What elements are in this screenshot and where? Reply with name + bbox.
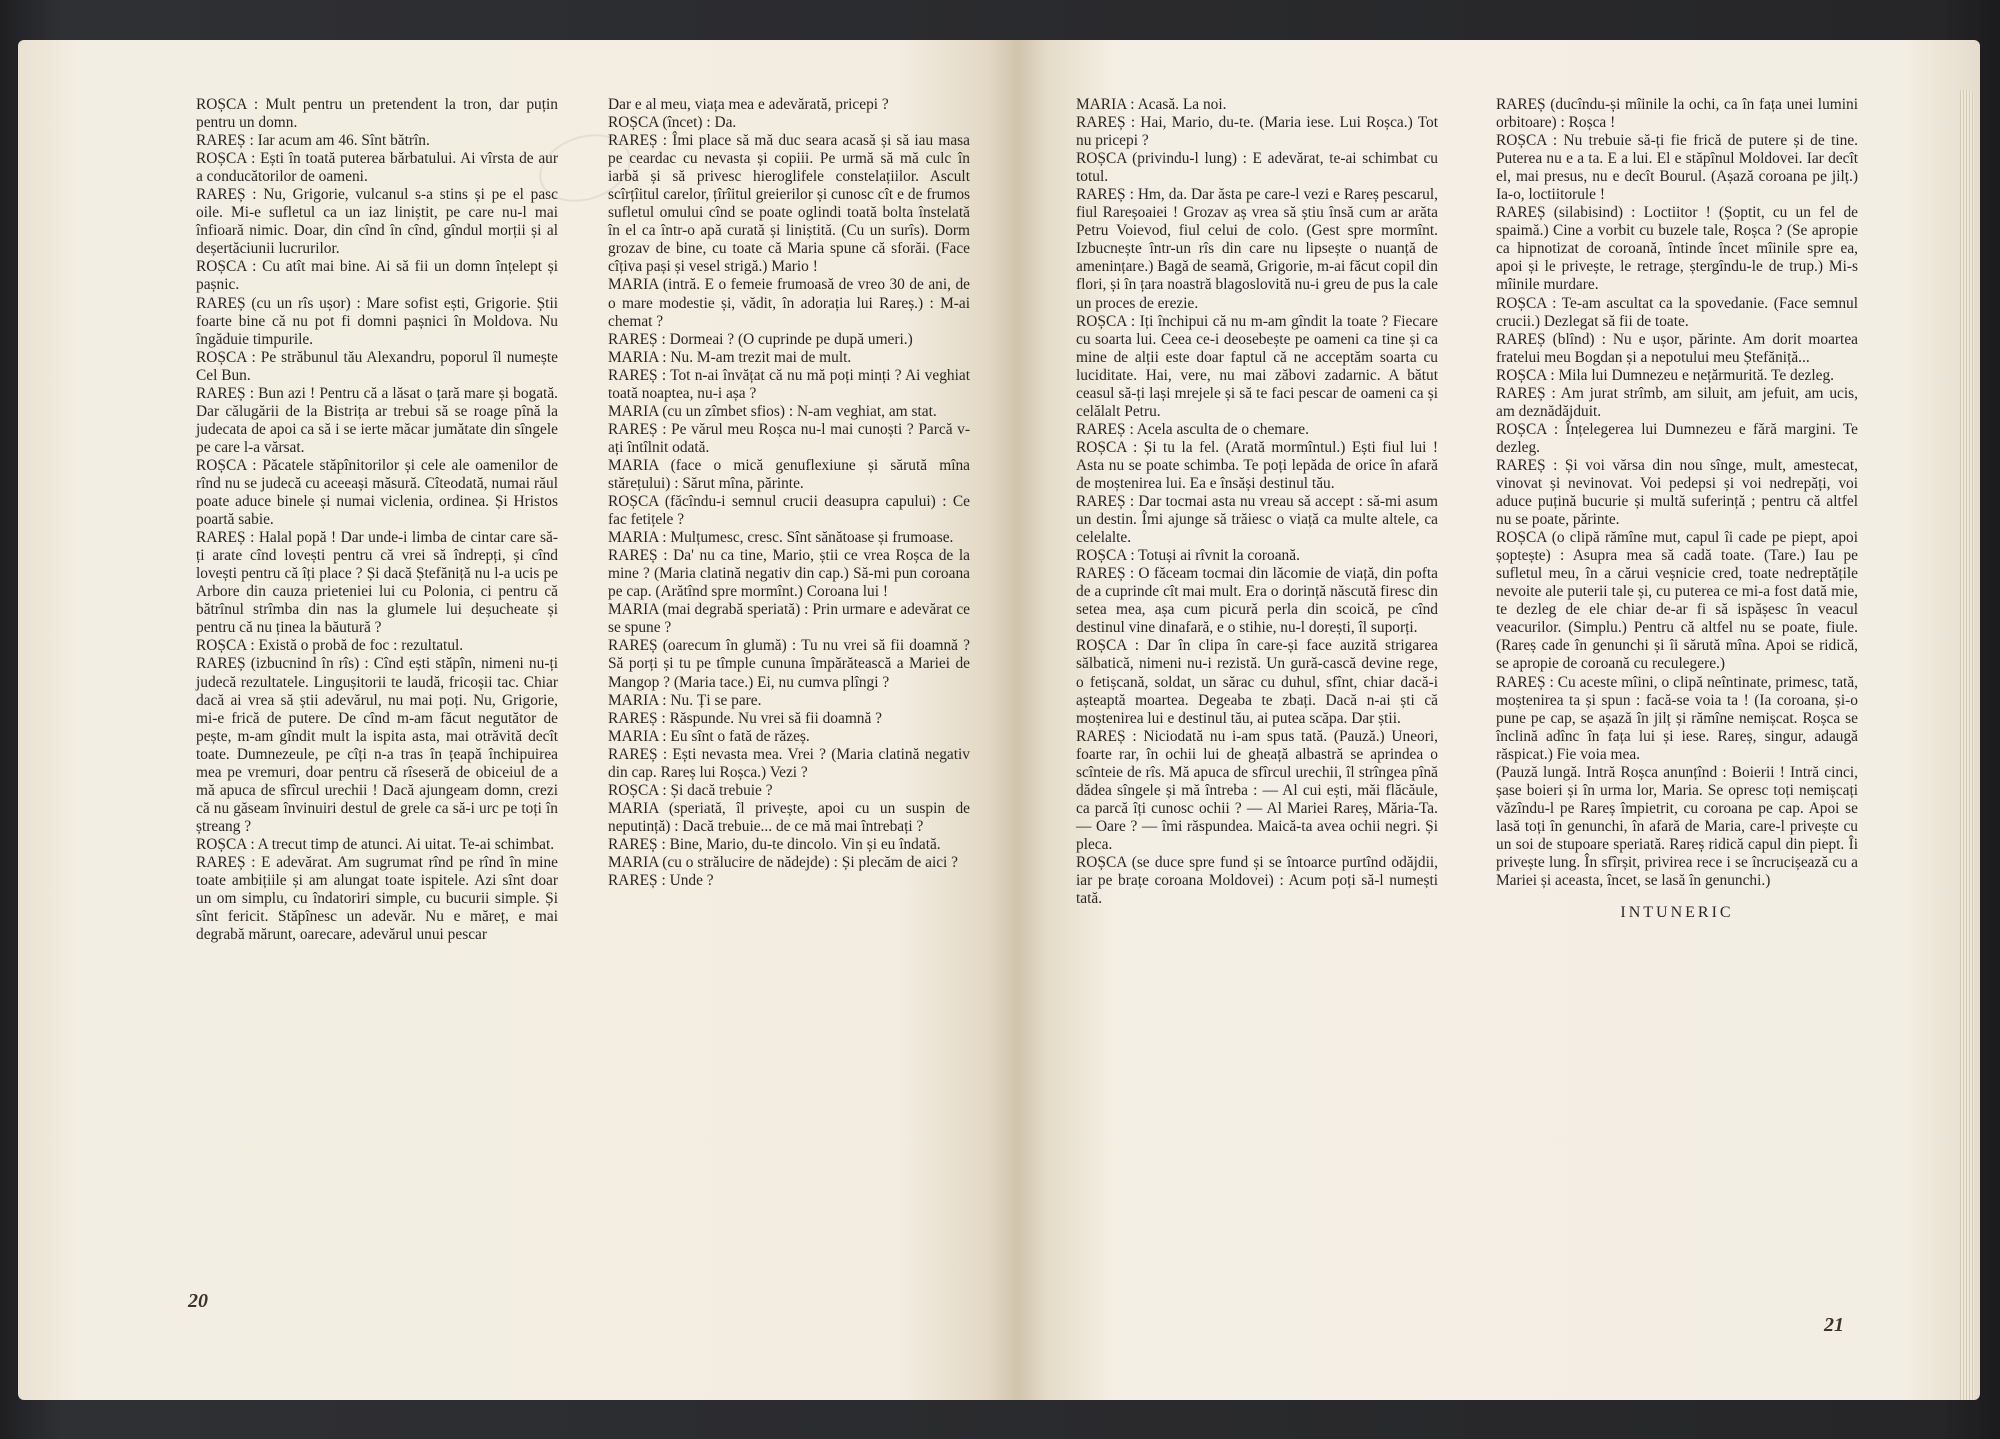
dialogue-paragraph: RAREȘ (ducîndu-și mîinile la ochi, ca în fața unei lumini orbitoare) : Roșca ! [1496,96,1858,132]
dialogue-paragraph: ROȘCA : Există o probă de foc : rezultatul. [196,637,464,655]
page-number-right: 21 [1824,1314,1844,1336]
dialogue-paragraph: RAREȘ : Hai, Mario, du-te. (Maria iese. Lui Roșca.) Tot nu pricepi ? [1076,114,1438,150]
dialogue-paragraph: Dar e al meu, viața mea e adevărată, pricepi ? [608,96,889,113]
dialogue-paragraph: MARIA : Mulțumesc, cresc. Sînt sănătoase și frumoase. [608,529,954,547]
dialogue-paragraph: RAREȘ : Îmi place să mă duc seara acasă și să iau masa pe ceardac cu nevasta și copiii. Pe urmă să mă culc în iarbă și să privesc hieroglifele constelațiilor. Ascult scîrțîitul carelor, țîrîitul greierilor și cunosc cît e de frumos sufletul omului cînd se poate oglindi toată bolta înstelată în el ca într-o apă curată și liniștită. (Cu un surîs). Dorm grozav de bine, cu toate că Maria spune că sforăi. (Face cîțiva pași și vesel strigă.) Mario ! [608,132,970,276]
dialogue-paragraph: ROȘCA : Nu trebuie să-ți fie frică de putere și de tine. Puterea nu e a ta. E a lui. El e stăpînul Moldovei. Iar decît el, mai presus, nu e decît Bourul. (Așază coroana pe jilț.) Ia-o, loctiitorule ! [1496,132,1858,204]
right-page-column-2 [1496,96,1858,922]
dialogue-paragraph: RAREȘ : Pe vărul meu Roșca nu-l mai cunoști ? Parcă v-ați întîlnit odată. [608,420,970,456]
dialogue-paragraph: RAREȘ : Niciodată nu i-am spus tată. (Pauză.) Uneori, foarte rar, în ochii lui de gheață albastră se aprindea o scînteie de rîs. Mă apuca de sfîrcul urechii, îl strîngea pînă dădea sîngele și mă întreba : — Al cui ești, măi flăcăule, ca parcă îți cunosc ochii ? — Al Mariei Rareș, Măria-Ta. — Oare ? — îmi răspundea. Maică-ta avea ochii negri. Și pleca. [1076,727,1438,853]
dialogue-paragraph: RAREȘ : Tot n-ai învățat că nu mă poți minți ? Ai veghiat toată noaptea, nu-i așa ? [608,366,970,402]
left-page-column-2 [608,96,970,890]
dialogue-paragraph: RAREȘ : Dar tocmai asta nu vreau să accept : să-mi asum un destin. Îmi ajunge să trăiesc o viață ca multe altele, ca celelalte. [1076,493,1438,547]
dialogue-paragraph: ROȘCA (încet) : Da. [608,114,737,132]
dialogue-paragraph: MARIA (cu o strălucire de nădejde) : Și plecăm de aici ? [608,853,959,871]
end-scene-title: INTUNERIC [1620,904,1734,922]
dialogue-paragraph: RAREȘ (oarecum în glumă) : Tu nu vrei să fii doamnă ? Să porți și tu pe tîmple cununa împărătească a Mariei de Mangop ? (Maria tace.) Ei, nu cumva plîngi ? [608,637,970,691]
dialogue-paragraph: ROȘCA : Păcatele stăpînitorilor și cele ale oamenilor de rînd nu se judecă cu aceeași măsură. Cîteodată, numai răul poate aduce binele și numai viclenia, ordinea. Și Hristos poartă sabie. [196,456,558,529]
dialogue-paragraph: RAREȘ : Dormeai ? (O cuprinde pe după umeri.) [608,330,913,348]
dialogue-paragraph: ROȘCA : Totuși ai rîvnit la coroană. [1076,547,1300,565]
page-number-left: 20 [188,1290,208,1312]
dialogue-paragraph: MARIA : Nu. Ți se pare. [608,691,762,709]
dialogue-paragraph: MARIA : Eu sînt o fată de răzeș. [608,727,810,745]
dialogue-paragraph: RAREȘ : Răspunde. Nu vrei să fii doamnă ? [608,709,882,727]
right-page [1018,40,1980,1400]
dialogue-paragraph: ROȘCA : Cu atît mai bine. Ai să fii un domn înțelept și pașnic. [196,258,558,294]
right-page-column-2-text [1496,96,1858,890]
dialogue-paragraph: RAREȘ : Hm, da. Dar ăsta pe care-l vezi e Rareș pescarul, fiul Rareșoaiei ! Grozav aș vrea să știu însă cum ar arăta Petru Voievod, fiul celui de colo. (Gest spre mormînt. Izbucnește într-un rîs din care nu lipsește o nuanță de amenințare.) Bagă de seamă, Grigorie, m-ai făcut copil din flori, și în țara noastră blagoslovită nu-i greu de pus la cale un proces de erezie. [1076,186,1438,312]
dialogue-paragraph: MARIA : Acasă. La noi. [1076,96,1227,113]
dialogue-paragraph: RAREȘ (izbucnind în rîs) : Cînd ești stăpîn, nimeni nu-ți judecă rezultatele. Lingușitorii te laudă, fricoșii tac. Chiar dacă ai vrea să știi adevărul, nu mai poți. Nu, Grigorie, mi-e frică de putere. De cînd m-am făcut negutător de pește, m-am gîndit mult la ispita asta, mai otrăvită decît toate. Dumnezeule, pe cîți n-a tras în țeapă închipuirea mea pe vremuri, doar pentru că rîseseră de obiceiul de a mă apuca de sfîrcul urechii ! Dacă ajungeam domn, crezi că nu găseam învinuiri destul de grele ca să-i urc pe toți în ștreang ? [196,655,558,835]
dialogue-paragraph: ROȘCA : A trecut timp de atunci. Ai uitat. Te-ai schimbat. [196,835,555,853]
dialogue-paragraph: RAREȘ : Am jurat strîmb, am siluit, am jefuit, am ucis, am deznădăjduit. [1496,384,1858,420]
dialogue-paragraph: ROȘCA : Mila lui Dumnezeu e nețărmurită. Te dezleg. [1496,366,1835,384]
dialogue-paragraph: ROȘCA : Iți închipui că nu m-am gîndit la toate ? Fiecare cu soarta lui. Ceea ce-i deosebește pe oameni ca tine și ca mine de alții este doar faptul că ne acceptăm soarta cu luciditate. Hai, vere, nu mai zăbovi zadarnic. A bătut ceasul să-ți lași mrejele și să te faci pescar de oameni ca și celălalt Petru. [1076,312,1438,420]
dialogue-paragraph: RAREȘ (blînd) : Nu e ușor, părinte. Am dorit moartea fratelui meu Bogdan și a nepotului meu Ștefăniță... [1496,330,1858,366]
dialogue-paragraph: RAREȘ : E adevărat. Am sugrumat rînd pe rînd în mine toate ambițiile și am alungat toate ispitele. Azi sînt doar un om simplu, cu îndatoriri simple, cu bucurii simple. Și sînt fericit. Stăpînesc un adevăr. Nu e măreț, e mai degrabă mărunt, oarecare, adevărul unui pescar [196,853,558,944]
dialogue-paragraph: RAREȘ : Bun azi ! Pentru că a lăsat o țară mare și bogată. Dar călugării de la Bistrița ar trebui să se roage pînă la judecata de apoi ca să i se ierte măcar jumătate din sîngele pe care l-a vărsat. [196,384,558,456]
dialogue-paragraph: ROȘCA (privindu-l lung) : E adevărat, te-ai schimbat cu totul. [1076,150,1438,186]
dialogue-paragraph: ROȘCA : Pe străbunul tău Alexandru, poporul îl numește Cel Bun. [196,348,558,384]
dialogue-paragraph: RAREȘ : Și voi vărsa din nou sînge, mult, amestecat, vinovat și nevinovat. Voi pedepsi și voi nedrepăți, voi aduce puțină bucurie și multă suferință ; pentru că altfel nu se poate, părinte. [1496,456,1858,529]
dialogue-paragraph: MARIA (speriată, îl privește, apoi cu un suspin de neputință) : Dacă trebuie... de ce mă mai întrebați ? [608,799,970,835]
dialogue-paragraph: RAREȘ : Ești nevasta mea. Vrei ? (Maria clatină negativ din cap. Rareș lui Roșca.) Vezi ? [608,745,970,781]
dialogue-paragraph: ROȘCA : Și dacă trebuie ? [608,781,773,799]
dialogue-paragraph: ROȘCA (o clipă rămîne mut, capul îi cade pe piept, apoi șoptește) : Asupra mea să cadă toate. (Tare.) Iau pe sufletul meu, în a cărui veșnicie cred, toate nedreptățile nevoite ale puterii tale și, cu puterea ce mi-a fost dată mie, te dezleg de ele chiar de-ar fi să ispășesc în veacul veacurilor. (Simplu.) Pentru că altfel nu se poate, fiule. (Rareș cade în genunchi și îi sărută mîna. Apoi se ridică, se apropie de coroană cu reculegere.) [1496,529,1858,673]
dialogue-paragraph: RAREȘ (silabisind) : Loctiitor ! (Șoptit, cu un fel de spaimă.) Cine a vorbit cu buzele tale, Roșca ? (Se apropie ca hipnotizat de coroană, întinde încet mîinile spre ea, apoi și le privește, le retrage, ștergîndu-le de trup.) Mi-s mîinile murdare. [1496,204,1858,294]
dialogue-paragraph: RAREȘ : Unde ? [608,872,714,890]
dialogue-paragraph: MARIA (mai degrabă speriată) : Prin urmare e adevărat ce se spune ? [608,601,970,637]
dialogue-paragraph: RAREȘ : Da' nu ca tine, Mario, știi ce vrea Roșca de la mine ? (Maria clatină negativ din cap.) Să-mi pun coroana pe cap. (Arătînd spre mormînt.) Coroana lui ! [608,547,970,601]
dialogue-paragraph: ROȘCA : Înțelegerea lui Dumnezeu e fără margini. Te dezleg. [1496,420,1858,456]
dialogue-paragraph: RAREȘ : Cu aceste mîini, o clipă neîntinate, primesc, tată, moștenirea ta și spun : facă-se voia ta ! (Ia coroana, și-o pune pe cap, se așază în jilț și rămîne nemișcat. Roșca se înclină adînc în fața lui și iese. Rareș, singur, adaugă răspicat.) Fie voia mea. [1496,673,1858,763]
left-page [18,40,1018,1400]
dialogue-paragraph: MARIA (intră. E o femeie frumoasă de vreo 30 de ani, de o mare modestie și, vădit, în adorația lui Rareș.) : M-ai chemat ? [608,276,970,330]
dialogue-paragraph: ROȘCA (făcîndu-i semnul crucii deasupra capului) : Ce fac fetițele ? [608,493,970,529]
dialogue-paragraph: MARIA (cu un zîmbet sfios) : N-am veghiat, am stat. [608,402,937,420]
dialogue-paragraph: ROȘCA : Mult pentru un pretendent la tron, dar puțin pentru un domn. [196,96,558,132]
right-page-column-1 [1076,96,1438,908]
dialogue-paragraph: RAREȘ : Bine, Mario, du-te dincolo. Vin și eu îndată. [608,835,941,853]
dialogue-paragraph: RAREȘ (cu un rîs ușor) : Mare sofist ești, Grigorie. Știi foarte bine că nu pot fi domni pașnici în Moldova. Nu îngăduie timpurile. [196,294,558,348]
dialogue-paragraph: MARIA : Nu. M-am trezit mai de mult. [608,348,852,366]
dialogue-paragraph: ROȘCA : Ești în toată puterea bărbatului. Ai vîrsta de aur a conducătorilor de oameni. [196,150,558,186]
dialogue-paragraph: RAREȘ : Halal popă ! Dar unde-i limba de cintar care să-ți arate cînd lovești pentru că vrei să îndrepți, și cînd lovești pentru că îți place ? Și dacă Ștefăniță nu l-a ucis pe Arbore din cauza prieteniei lui cu Polonia, ci pentru că bătrînul strîmba din nas la glumele lui deșucheate și pentru că nu ținea la băutură ? [196,529,558,637]
dialogue-paragraph: ROȘCA : Te-am ascultat ca la spovedanie. (Face semnul crucii.) Dezlegat să fii de toate. [1496,294,1858,330]
left-page-column-1 [196,96,558,944]
dialogue-paragraph: RAREȘ : Acela asculta de o chemare. [1076,420,1309,438]
dialogue-paragraph: ROȘCA : Și tu la fel. (Arată mormîntul.) Ești fiul lui ! Asta nu se poate schimba. Te poți lepăda de orice în afară de moștenirea lui. Ea e însăși destinul tău. [1076,438,1438,492]
page-edge-stack [1960,90,1974,1400]
dialogue-paragraph: MARIA (face o mică genuflexiune și sărută mîna stărețului) : Sărut mîna, părinte. [608,456,970,492]
dialogue-paragraph: ROȘCA : Dar în clipa în care-și face auzită strigarea sălbatică, nimeni nu-i rezistă. Un gură-cască devine rege, o fetișcană, soldat, un sărac cu duhul, sfînt, chiar dacă-i așteaptă moartea. Degeaba te zbați. Dacă n-ai ști că moștenirea lui e destinul tău, ai putea scăpa. Dar știi. [1076,637,1438,727]
dialogue-paragraph: ROȘCA (se duce spre fund și se întoarce purtînd odăjdii, iar pe brațe coroana Moldovei) : Acum poți să-l numești tată. [1076,853,1438,908]
dialogue-paragraph: (Pauză lungă. Intră Roșca anunțînd : Boierii ! Intră cinci, șase boieri și în urma lor, Maria. Se opresc toți nemișcați văzîndu-l pe Rareș împietrit, cu coroana pe cap. Apoi se lasă toți în genunchi, în afară de Maria, care-l privește cu un soi de stupoare speriată. Rareș ridică capul din piept. Îi privește lung. În sfîrșit, privirea rece i se încrucișează cu a Mariei și aceasta, încet, se lasă în genunchi.) [1496,763,1858,890]
dialogue-paragraph: RAREȘ : Iar acum am 46. Sînt bătrîn. [196,132,430,150]
dialogue-paragraph: RAREȘ : Nu, Grigorie, vulcanul s-a stins și pe el pasc oile. Mi-e sufletul ca un iaz liniștit, pe care nu-l mai înfioară nimic. Doar, din cînd în cînd, gîndul morții și al deșertăciunii lucrurilor. [196,186,558,258]
dialogue-paragraph: RAREȘ : O făceam tocmai din lăcomie de viață, din pofta de a cuprinde cît mai mult. Era o dorință născută firesc din setea mea, așa cum picură perla din scoică, pe cînd destinul vine dinafară, e o stihie, nu-l dorești, îl suporți. [1076,565,1438,637]
